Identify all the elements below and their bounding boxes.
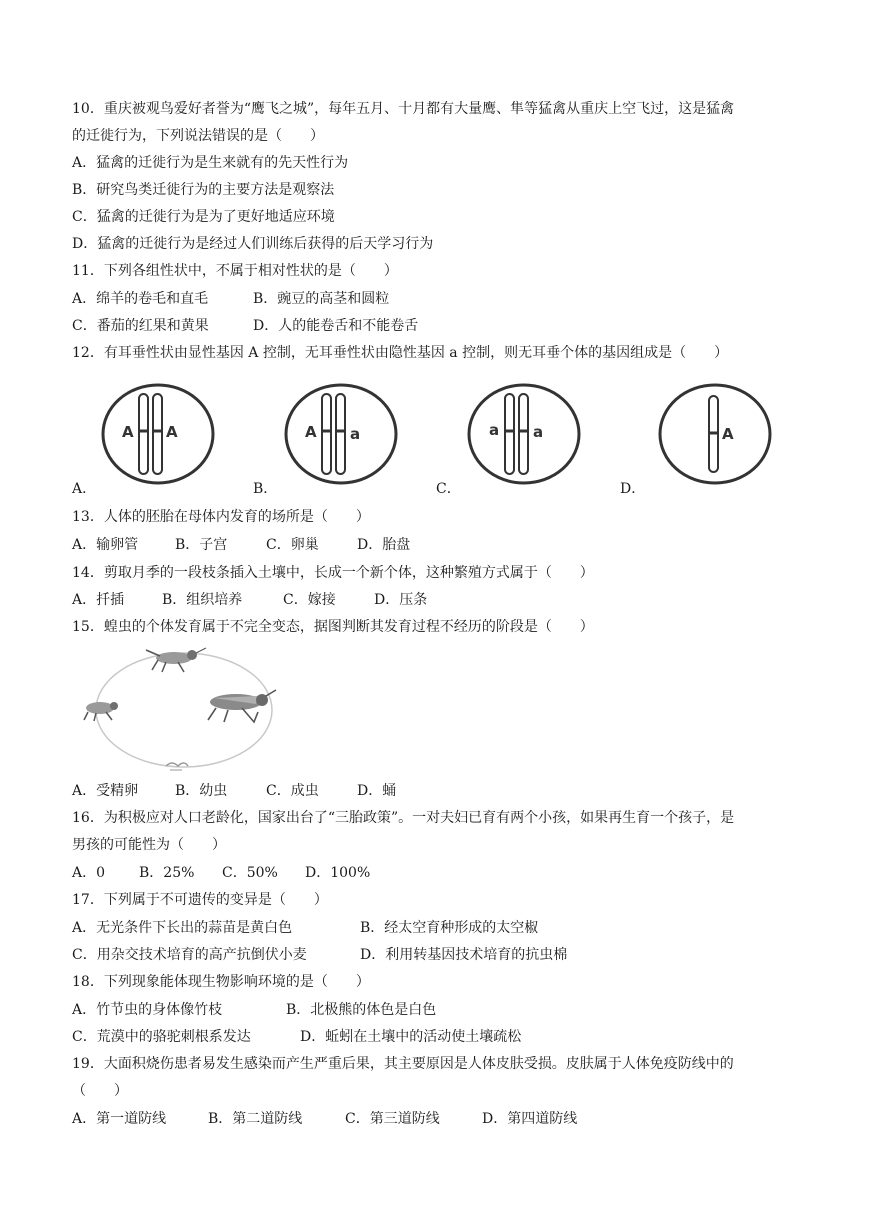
q12-option-b-letter: B． bbox=[253, 481, 278, 497]
q10-stem-line1: 10．重庆被观鸟爱好者誉为“鹰飞之城”，每年五月、十月都有大量鹰、隼等猛禽从重庆上空飞过，这是猛禽 bbox=[72, 101, 735, 117]
locust-young-icon bbox=[84, 702, 118, 721]
q12-figure-d bbox=[657, 382, 773, 490]
gene-label-right: A bbox=[166, 423, 178, 441]
q19-option-a: A．第一道防线 bbox=[72, 1111, 167, 1127]
q18-option-a: A．竹节虫的身体像竹枝 bbox=[72, 1002, 223, 1018]
q16-stem-line1: 16．为积极应对人口老龄化，国家出台了“三胎政策”。一对夫妇已育有两个小孩，如果再生育一个孩子，是 bbox=[72, 810, 735, 826]
q11-stem: 11．下列各组性状中，不属于相对性状的是（ ） bbox=[72, 263, 398, 279]
q12-stem: 12．有耳垂性状由显性基因 A 控制，无耳垂性状由隐性基因 a 控制，则无耳垂个体的基因组成是（ ） bbox=[72, 345, 729, 361]
q19-stem-line2: （ ） bbox=[72, 1083, 128, 1099]
q19-option-d: D．第四道防线 bbox=[482, 1111, 578, 1127]
gene-label-left: a bbox=[489, 421, 500, 439]
q13-option-c: C．卵巢 bbox=[266, 537, 319, 553]
q11-option-b: B．豌豆的高茎和圆粒 bbox=[253, 291, 390, 307]
gene-label-right: a bbox=[533, 423, 544, 441]
q17-option-d: D．利用转基因技术培育的抗虫棉 bbox=[360, 947, 568, 963]
q19-option-c: C．第三道防线 bbox=[345, 1111, 440, 1127]
chromosome-right bbox=[153, 394, 162, 474]
q16-option-b: B．25% bbox=[139, 865, 195, 881]
q14-option-a: A．扦插 bbox=[72, 592, 125, 608]
q18-option-c: C．荒漠中的骆驼刺根系发达 bbox=[72, 1029, 251, 1045]
q12-option-a-letter: A． bbox=[72, 481, 97, 497]
q14-stem: 14．剪取月季的一段枝条插入土壤中，长成一个新个体，这种繁殖方式属于（ ） bbox=[72, 565, 594, 581]
q15-locust-life-cycle-figure bbox=[72, 640, 292, 784]
chromosome-right bbox=[336, 394, 345, 474]
q15-option-c: C．成虫 bbox=[266, 783, 319, 799]
chromosome-left bbox=[322, 394, 331, 474]
gene-label-left: A bbox=[122, 423, 134, 441]
q12-option-d-letter: D． bbox=[620, 481, 646, 497]
q19-option-b: B．第二道防线 bbox=[208, 1111, 303, 1127]
q10-option-a: A．猛禽的迁徙行为是生来就有的先天性行为 bbox=[72, 155, 349, 171]
q15-option-b: B．幼虫 bbox=[175, 783, 228, 799]
q17-stem: 17．下列属于不可遗传的变异是（ ） bbox=[72, 892, 328, 908]
q10-option-b: B．研究鸟类迁徙行为的主要方法是观察法 bbox=[72, 182, 335, 198]
q14-option-b: B．组织培养 bbox=[162, 592, 243, 608]
q13-stem: 13．人体的胚胎在母体内发育的场所是（ ） bbox=[72, 509, 370, 525]
q14-option-d: D．压条 bbox=[374, 592, 428, 608]
q10-stem-line2: 的迁徙行为，下列说法错误的是（ ） bbox=[72, 128, 324, 144]
q13-option-a: A．输卵管 bbox=[72, 537, 139, 553]
q13-option-d: D．胎盘 bbox=[357, 537, 411, 553]
q11-option-c: C．番茄的红果和黄果 bbox=[72, 318, 209, 334]
q12-figure-c bbox=[466, 382, 582, 490]
q11-option-d: D．人的能卷舌和不能卷舌 bbox=[253, 318, 419, 334]
q10-option-c: C．猛禽的迁徙行为是为了更好地适应环境 bbox=[72, 209, 335, 225]
q15-option-d: D．蛹 bbox=[357, 783, 397, 799]
gene-label-right: a bbox=[350, 425, 361, 443]
locust-nymph-icon bbox=[146, 648, 206, 672]
q14-option-c: C．嫁接 bbox=[283, 592, 336, 608]
q15-option-a: A．受精卵 bbox=[72, 783, 139, 799]
gene-label-left: A bbox=[305, 423, 317, 441]
q17-option-a: A．无光条件下长出的蒜苗是黄白色 bbox=[72, 920, 293, 936]
q16-stem-line2: 男孩的可能性为（ ） bbox=[72, 837, 226, 853]
locust-adult-icon bbox=[208, 690, 276, 722]
gene-label-right: A bbox=[722, 425, 734, 443]
cycle-circle bbox=[96, 653, 272, 767]
chromosome-left bbox=[505, 394, 514, 474]
q17-option-c: C．用杂交技术培育的高产抗倒伏小麦 bbox=[72, 947, 307, 963]
q16-option-d: D．100% bbox=[305, 865, 371, 881]
q12-figure-a bbox=[100, 382, 216, 490]
q13-option-b: B．子宫 bbox=[175, 537, 228, 553]
q10-option-d: D．猛禽的迁徙行为是经过人们训练后获得的后天学习行为 bbox=[72, 236, 434, 252]
q18-stem: 18．下列现象能体现生物影响环境的是（ ） bbox=[72, 974, 370, 990]
q17-option-b: B．经太空育种形成的太空椒 bbox=[360, 920, 539, 936]
q18-option-b: B．北极熊的体色是白色 bbox=[286, 1002, 437, 1018]
q12-figure-b bbox=[283, 382, 399, 490]
chromosome-right bbox=[519, 394, 528, 474]
q11-option-a: A．绵羊的卷毛和直毛 bbox=[72, 291, 209, 307]
q12-option-c-letter: C． bbox=[436, 481, 461, 497]
q19-stem-line1: 19．大面积烧伤患者易发生感染而产生严重后果，其主要原因是人体皮肤受损。皮肤属于人体免疫防线中的 bbox=[72, 1056, 734, 1072]
q16-option-c: C．50% bbox=[222, 865, 278, 881]
q18-option-d: D．蚯蚓在土壤中的活动使土壤疏松 bbox=[300, 1029, 522, 1045]
chromosome-left bbox=[139, 394, 148, 474]
q16-option-a: A．0 bbox=[72, 865, 106, 881]
q15-stem: 15．蝗虫的个体发育属于不完全变态，据图判断其发育过程不经历的阶段是（ ） bbox=[72, 619, 594, 635]
